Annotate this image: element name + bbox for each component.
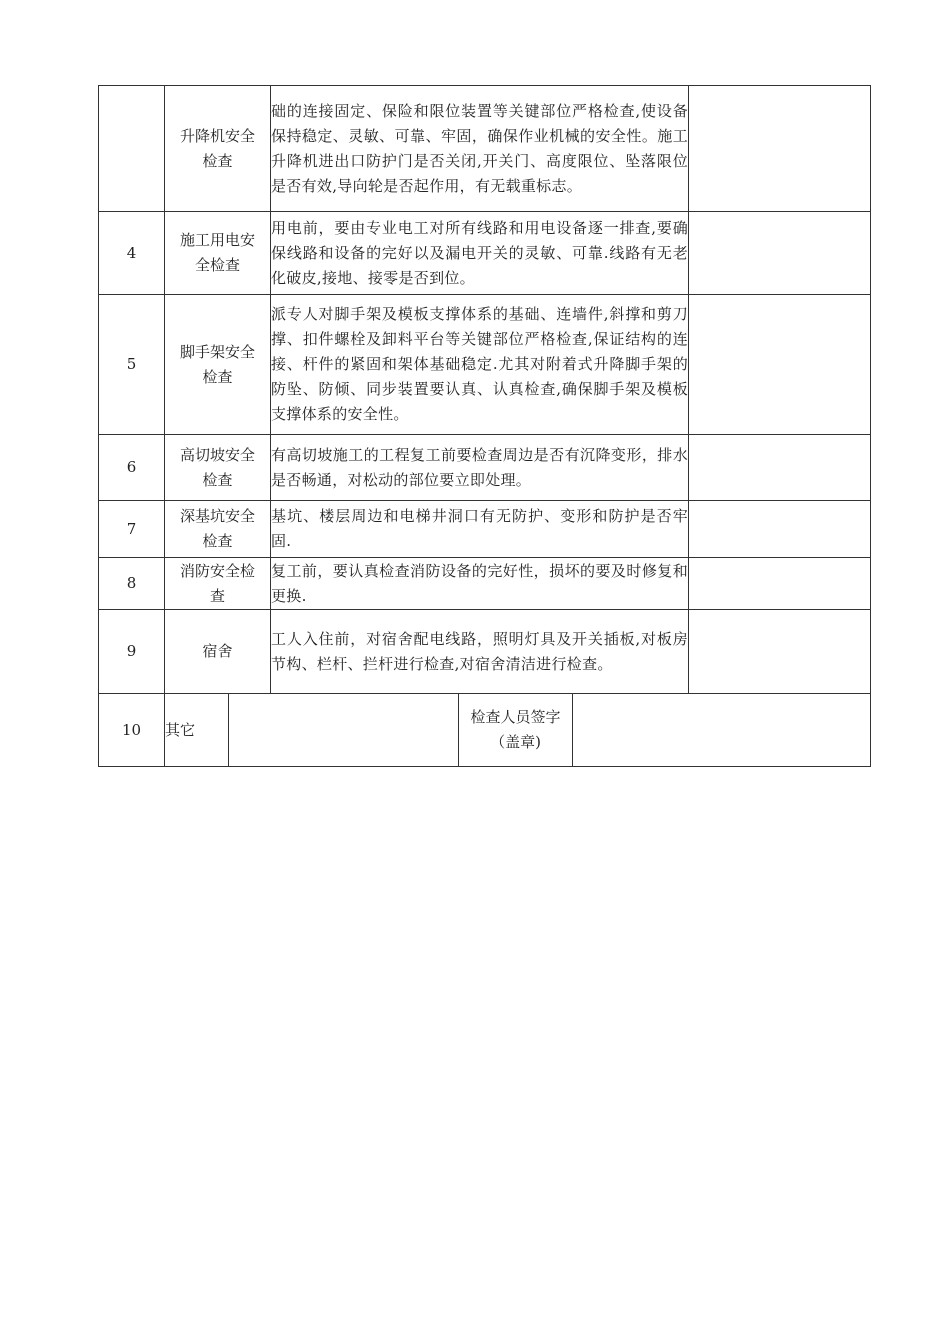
check-content: 工人入住前，对宿舍配电线路，照明灯具及开关插板,对板房节构、栏杆、拦杆进行检查,对宿舍清洁进行检查。 bbox=[271, 610, 689, 694]
result-cell[interactable] bbox=[689, 295, 871, 435]
result-cell[interactable] bbox=[689, 435, 871, 501]
check-item-label: 施工用电安全检查 bbox=[179, 231, 255, 274]
row-number: 7 bbox=[99, 501, 165, 558]
table-row bbox=[99, 435, 871, 501]
check-item bbox=[165, 212, 271, 295]
other-label: 其它 bbox=[165, 694, 229, 767]
check-item-label: 深基坑安全检查 bbox=[179, 507, 255, 550]
row-number: 8 bbox=[99, 558, 165, 610]
check-item bbox=[165, 435, 271, 501]
check-content: 有高切坡施工的工程复工前要检查周边是否有沉降变形，排水是否畅通，对松动的部位要立即处理。 bbox=[271, 435, 689, 501]
table-row bbox=[99, 295, 871, 435]
check-item-label: 宿舍 bbox=[202, 642, 233, 660]
result-cell[interactable] bbox=[689, 212, 871, 295]
check-item bbox=[165, 86, 271, 212]
check-content: 基坑、楼层周边和电梯井洞口有无防护、变形和防护是否牢固. bbox=[271, 501, 689, 558]
row-number: 4 bbox=[99, 212, 165, 295]
other-value-cell[interactable] bbox=[229, 694, 459, 767]
result-cell[interactable] bbox=[689, 558, 871, 610]
row-number: 9 bbox=[99, 610, 165, 694]
check-content: 派专人对脚手架及模板支撑体系的基础、连墙件,斜撑和剪刀撑、扣件螺栓及卸料平台等关键部位严格检查,保证结构的连接、杆件的紧固和架体基础稳定.尤其对附着式升降脚手架的防坠、防倾、同步装置要认真、认真检查,确保脚手架及模板支撑体系的安全性。 bbox=[271, 295, 689, 435]
table-row bbox=[99, 86, 871, 212]
inspector-signature-label: 检查人员签字（盖章) bbox=[470, 708, 561, 751]
check-item-label: 脚手架安全检查 bbox=[179, 342, 255, 386]
row-number: 6 bbox=[99, 435, 165, 501]
check-item-label: 消防安全检查 bbox=[179, 561, 255, 605]
inspector-signature-label-cell bbox=[459, 694, 573, 767]
row-number: 5 bbox=[99, 295, 165, 435]
table-row bbox=[99, 558, 871, 610]
check-item bbox=[165, 610, 271, 694]
check-item-label: 高切坡安全检查 bbox=[179, 445, 255, 489]
check-item-label: 升降机安全检查 bbox=[179, 126, 255, 170]
row-number: 10 bbox=[99, 694, 165, 767]
check-content: 用电前，要由专业电工对所有线路和用电设备逐一排查,要确保线路和设备的完好以及漏电开关的灵敏、可靠.线路有无老化破皮,接地、接零是否到位。 bbox=[271, 212, 689, 295]
table-row bbox=[99, 212, 871, 295]
check-item bbox=[165, 295, 271, 435]
check-item bbox=[165, 501, 271, 558]
table-row bbox=[99, 501, 871, 558]
inspection-table bbox=[98, 85, 871, 767]
result-cell[interactable] bbox=[689, 501, 871, 558]
result-cell[interactable] bbox=[689, 610, 871, 694]
check-content: 复工前，要认真检查消防设备的完好性，损坏的要及时修复和更换. bbox=[271, 558, 689, 610]
result-cell[interactable] bbox=[689, 86, 871, 212]
row-number bbox=[99, 86, 165, 212]
table-row bbox=[99, 610, 871, 694]
check-item bbox=[165, 558, 271, 610]
inspector-signature-field[interactable] bbox=[573, 694, 871, 767]
check-content: 础的连接固定、保险和限位装置等关键部位严格检查,使设备保持稳定、灵敏、可靠、牢固，确保作业机械的安全性。施工升降机进出口防护门是否关闭,开关门、高度限位、坠落限位是否有效,导向轮是否起作用，有无载重标志。 bbox=[271, 86, 689, 212]
table-row-signature bbox=[99, 694, 871, 767]
